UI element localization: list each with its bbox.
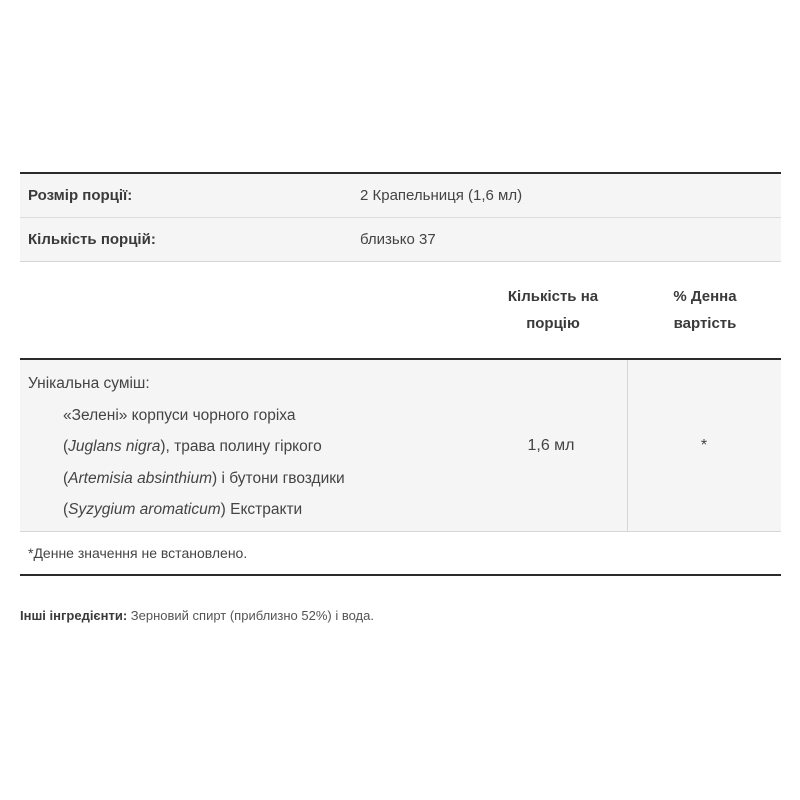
serving-size-row	[20, 174, 781, 217]
ingredient-amount: 1,6 мл	[527, 436, 575, 454]
blend-line-2: (Juglans nigra), трава полину гіркого	[63, 438, 322, 455]
serving-size-label: Розмір порції:	[28, 187, 133, 204]
serving-size-value: 2 Крапельниця (1,6 мл)	[360, 187, 523, 204]
other-ingredients-text: Зерновий спирт (приблизно 52%) і вода.	[127, 608, 374, 623]
servings-count-row	[20, 217, 781, 261]
other-ingredients	[20, 608, 374, 623]
servings-count-value: близько 37	[360, 231, 436, 248]
ingredient-row	[20, 360, 781, 532]
blend-title: Унікальна суміш:	[28, 375, 150, 392]
ingredient-daily-value: *	[627, 360, 780, 531]
supplement-facts-panel	[20, 172, 781, 576]
other-ingredients-label: Інші інгредієнти:	[20, 608, 128, 623]
servings-count-label: Кількість порцій:	[28, 231, 156, 248]
amount-header: Кількість на порцію	[507, 288, 599, 332]
blend-line-4: (Syzygium aromaticum) Екстракти	[63, 501, 303, 518]
column-headers	[20, 262, 781, 360]
blend-line-3: (Artemisia absinthium) і бутони гвоздики	[63, 469, 345, 487]
daily-value-header: % Денна вартість	[673, 288, 737, 332]
footnote: *Денне значення не встановлено.	[20, 532, 781, 576]
serving-info	[20, 172, 781, 262]
ingredient-name	[20, 360, 475, 531]
blend-line-1: «Зелені» корпуси чорного горіха	[63, 406, 296, 424]
